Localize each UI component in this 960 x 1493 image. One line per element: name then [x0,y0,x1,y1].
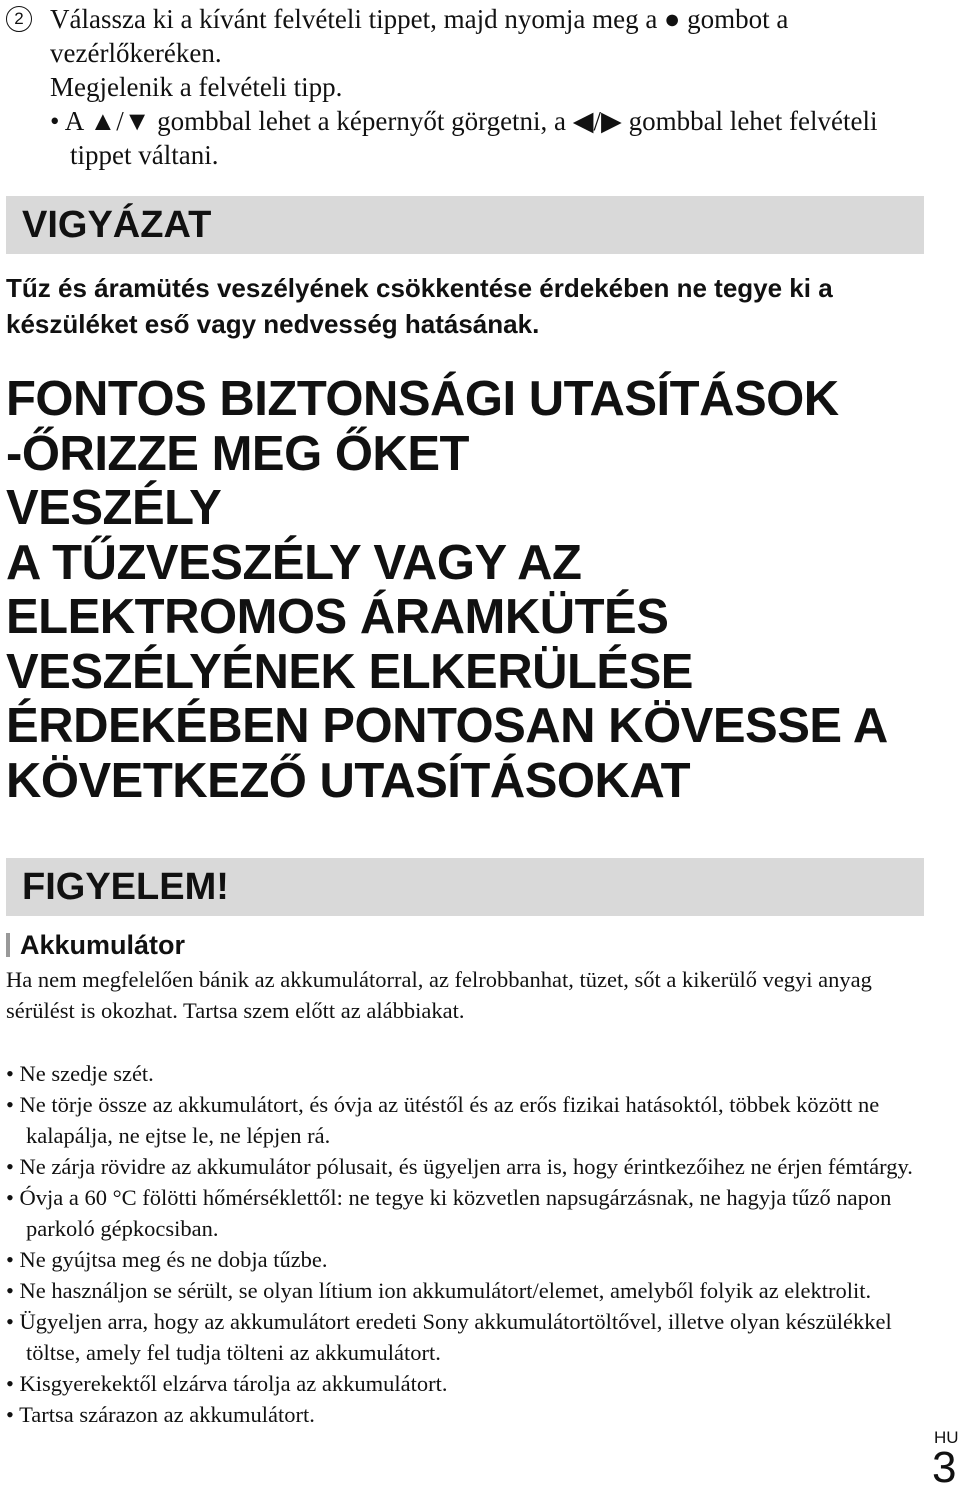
battery-heading [6,928,185,962]
list-item: • Ügyeljen arra, hogy az akkumulátort eredeti Sony akkumulátortöltővel, illetve olyan készülékkel töltse, amely fel tudja tölteni az akkumulátort. [6,1309,892,1365]
list-item: • Ne használjon se sérült, se olyan lítium ion akkumulátort/elemet, amelyből folyik az elektrolit. [6,1278,872,1303]
caution-banner-label: VIGYÁZAT [22,204,212,246]
list-item: • Tartsa szárazon az akkumulátort. [6,1402,315,1427]
step-instruction [6,2,926,172]
battery-intro: Ha nem megfelelően bánik az akkumulátorral, az felrobbanhat, tüzet, sőt a kikerülő vegyi anyag sérülést is okozhat. Tartsa szem előtt az alábbiakat. [6,967,872,1023]
important-line: ELEKTROMOS ÁRAMKÜTÉS [6,590,669,644]
step-bullet: • A ▲/▼ gombbal lehet a képernyőt görgetni, a ◀/▶ gombbal lehet felvételi tippet váltani. [50,106,878,170]
caution-banner [6,196,924,254]
caution-text: Tűz és áramütés veszélyének csökkentése érdekében ne tegye ki a készüléket eső vagy nedvesség hatásának. [6,273,833,339]
important-line: KÖVETKEZŐ UTASÍTÁSOKAT [6,753,691,808]
list-item: • Óvja a 60 °C fölötti hőmérséklettől: ne tegye ki közvetlen napsugárzásnak, ne hagyja tűző napon parkoló gépkocsiban. [6,1185,892,1241]
notice-banner-label: FIGYELEM! [22,866,229,908]
step-text: Válassza ki a kívánt felvételi tippet, majd nyomja meg a ● gombot a vezérlőkeréken. [50,4,789,68]
important-line: ÉRDEKÉBEN PONTOSAN KÖVESSE A [6,699,888,753]
important-line: FONTOS BIZTONSÁGI UTASÍTÁSOK [6,372,839,426]
list-item: • Ne gyújtsa meg és ne dobja tűzbe. [6,1247,328,1272]
section-marker [6,933,10,957]
list-item: • Kisgyerekektől elzárva tárolja az akkumulátort. [6,1371,448,1396]
important-line: -ŐRIZZE MEG ŐKET [6,426,469,481]
list-item: • Ne törje össze az akkumulátort, és óvja az ütéstől és az erős fizikai hatásoktól, többek között ne kalapálja, ne ejtse le, ne lépjen rá. [6,1092,880,1148]
important-line: VESZÉLY [6,481,222,535]
language-code: HU [934,1428,959,1447]
important-safety-heading [6,372,946,808]
important-line: VESZÉLYÉNEK ELKERÜLÉSE [6,644,693,699]
important-line: A TŰZVESZÉLY VAGY AZ [6,535,582,590]
step-number-badge: 2 [6,6,32,32]
notice-banner [6,858,924,916]
battery-precautions-list [6,1058,921,1430]
step-result-text: Megjelenik a felvételi tipp. [50,72,343,102]
list-item: • Ne szedje szét. [6,1061,154,1086]
list-item: • Ne zárja rövidre az akkumulátor pólusait, és ügyeljen arra is, hogy érintkezőihez ne érjen fémtárgy. [6,1154,913,1179]
page-number: 3 [932,1443,957,1492]
battery-heading-label: Akkumulátor [20,930,186,960]
